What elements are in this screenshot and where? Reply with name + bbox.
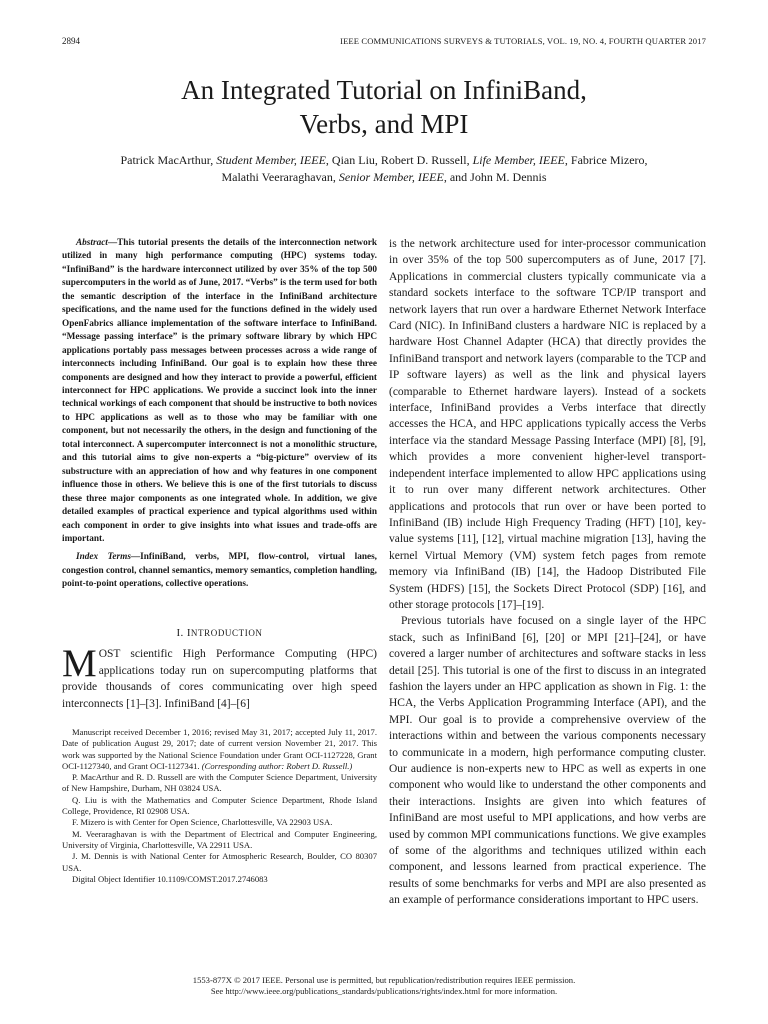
section-title-initial: I [186,626,191,639]
author-5: Malathi Veeraraghavan, [221,170,336,184]
title-line-2: Verbs, and MPI [299,109,469,139]
footnote-affiliation-4: M. Veeraraghavan is with the Department of Electrical and Computer Engineering, University of Virginia, Charlottesville, VA 22911 USA. [62,828,377,850]
footnote-doi: Digital Object Identifier 10.1109/COMST.2017.2746083 [72,873,268,884]
footnote-affiliation-2: Q. Liu is with the Mathematics and Computer Science Department, Rhode Island College, Providence, RI 02908 USA. [62,794,377,817]
right-paragraph-1: is the network architecture used for inter-processor communication in over 35% of the top 500 supercomputers as of June, 2017 [7]. Applications in commercial clusters typically communicate via a standard sockets interface to the software TCP/IP transport and network layers that run over a hardware Ethernet Network Interface Card (NIC). In InfiniBand clusters a hardware NIC is replaced by a hardware Host Channel Adapter (HCA) that directly provides the InfiniBand transport and network layers (comparable to the TCP and IP software layers) as well as the link and physical layers (comparable to Ethernet hardware layers). Instead of a sockets interface, InfiniBand provides a Verbs interface that directly accesses the HCA, and HPC applications typically access the Verbs interface via the standard Message Passing Interface (MPI) [8], [9], which provides a more convenient higher-level transport-independent interface implemented to allow HPC applications using it to run over many different network architectures. Other applications and protocols that run over or have been ported to InfiniBand (IB) include High Frequency Trading (HFT) [10], key-value systems [11], [12], virtual machine migration [13], having the kernel Virtual Memory (VM) system fetch pages from remote memory via InfiniBand (IB) [14], the Hadoop Distributed File System (HDFS) [15], the Sockets Direct Protocol (SDP) [16], and other storage protocols [17]–[19]. [389,238,706,611]
abstract [62,237,377,546]
index-terms-text: —InfiniBand, verbs, MPI, flow-control, virtual lanes, congestion control, channel semantics, memory semantics, completion handling, point-to-point operations, collective operations. [62,552,377,590]
section-title-rest: NTRODUCTION [190,627,263,638]
author-3-role: Life Member, IEEE [472,153,565,167]
intro-paragraph [62,641,377,713]
author-5-role: Senior Member, IEEE [338,170,444,184]
footnote-affiliation-1: P. MacArthur and R. D. Russell are with the Computer Science Department, University of New Hampshire, Durham, NH 03824 USA. [62,772,377,794]
author-1-role: Student Member, IEEE [216,153,326,167]
author-2-3: , Qian Liu, Robert D. Russell, [325,153,470,167]
footnotes [62,727,377,885]
footnote-corresponding: (Corresponding author: Robert D. Russell.) [201,760,353,771]
author-6: , and John M. Dennis [443,170,547,184]
footer-line-2: See http://www.ieee.org/publications_standards/publications/rights/index.html for more information. [210,986,558,997]
paper-title [0,73,768,141]
title-line-1: An Integrated Tutorial on InfiniBand, [181,75,587,105]
author-4: , Fabrice Mizero, [564,153,648,167]
index-terms-label: Index Terms [76,552,131,563]
footnote-affiliation-5: J. M. Dennis is with National Center for Atmospheric Research, Boulder, CO 80307 USA. [62,851,377,873]
author-1: Patrick MacArthur, [120,153,214,167]
section-number: I. [176,626,184,639]
intro-text: OST scientific High Performance Computing (HPC) applications today run on supercomputing platforms that provide thousands of cores communicating over high speed interconnects [1]–[3]. InfiniBand [4]–[6] [62,647,377,711]
index-terms [62,551,377,591]
footnote-manuscript-text: Manuscript received December 1, 2016; revised May 31, 2017; accepted July 11, 2017. Date of publication August 29, 2017; date of current version November 21, 2017. This work was supported by the National Science Foundation under Grant OCI-1127228, Grant OCI-1127340, and Grant OCI-1127341. [62,726,377,771]
footnote-affiliation-3: F. Mizero is with Center for Open Science, Charlottesville, VA 22903 USA. [72,817,333,828]
right-column [389,236,706,909]
page-number: 2894 [62,36,80,46]
section-heading-introduction [62,627,377,639]
footnote-manuscript [62,727,377,772]
abstract-label: Abstract [76,238,108,248]
left-column [62,237,377,885]
drop-cap: M [62,641,97,685]
journal-header: IEEE COMMUNICATIONS SURVEYS & TUTORIALS, VOL. 19, NO. 4, FOURTH QUARTER 2017 [340,36,706,46]
right-paragraph-2: Previous tutorials have focused on a single layer of the HPC stack, such as InfiniBand [6], [20] or MPI [21]–[24], or have covered a larger number of architectures and software stacks in less detail [25]. This tutorial is one of the first to discuss in an integrated fashion the layers under an HPC application as shown in Fig. 1: the HCA, the Verbs Application Programming Interface (API), and the MPI. Our goal is to provide a comprehensive overview of the interactions within and between the various components necessary to communicate in a modern, high performance computing cluster. Our audience is non-experts new to HPC as well as experts in one component who would like to understand the other components and their interactions. Insights are given into which features of InfiniBand are most useful to MPI applications, and how verbs are used by common MPI communications functions. We give examples of some of the algorithms and techniques utilized within each component, and lessons learned from practical experience. The results of some benchmarks for verbs and MPI are also presented as an example of performance considerations important to HPC users. [389,615,706,907]
copyright-footer [0,975,768,998]
abstract-text: —This tutorial presents the details of the interconnection network utilized in many high performance computing (HPC) systems today. “InfiniBand” is the hardware interconnect utilized by over 35% of the top 500 supercomputers in the world as of June, 2017. “Verbs” is the term used for both the semantic description of the interface in the InfiniBand architecture specifications, and the name used for the functions defined in the widely used OpenFabrics alliance implementation of the software interface to InfiniBand. “Message passing interface” is the primary software library by which HPC applications portably pass messages between processes across a wide range of interconnects including InfiniBand. Our goal is to explain how these three components are designed and how they interact to provide a powerful, efficient interconnect for HPC applications. We provide a succinct look into the inner technical workings of each component that should be instructive to both novices to HPC applications as well as to those who may be familiar with one component, but not necessarily the others, in the design and functioning of the total interconnect. A supercomputer interconnect is not a monolithic structure, and this tutorial aims to give non-experts a “big-picture” overview of its substructure with an appreciation of how and why features in one component influence those in others. We believe this is one of the first tutorials to discuss these three major components as one integrated whole. In addition, we give detailed examples of practical experience and typical algorithms used within each component in order to give insights into what issues and trade-offs are important. [62,238,377,544]
author-list [62,152,706,186]
footer-line-1: 1553-877X © 2017 IEEE. Personal use is permitted, but republication/redistribution requires IEEE permission. [192,975,576,985]
